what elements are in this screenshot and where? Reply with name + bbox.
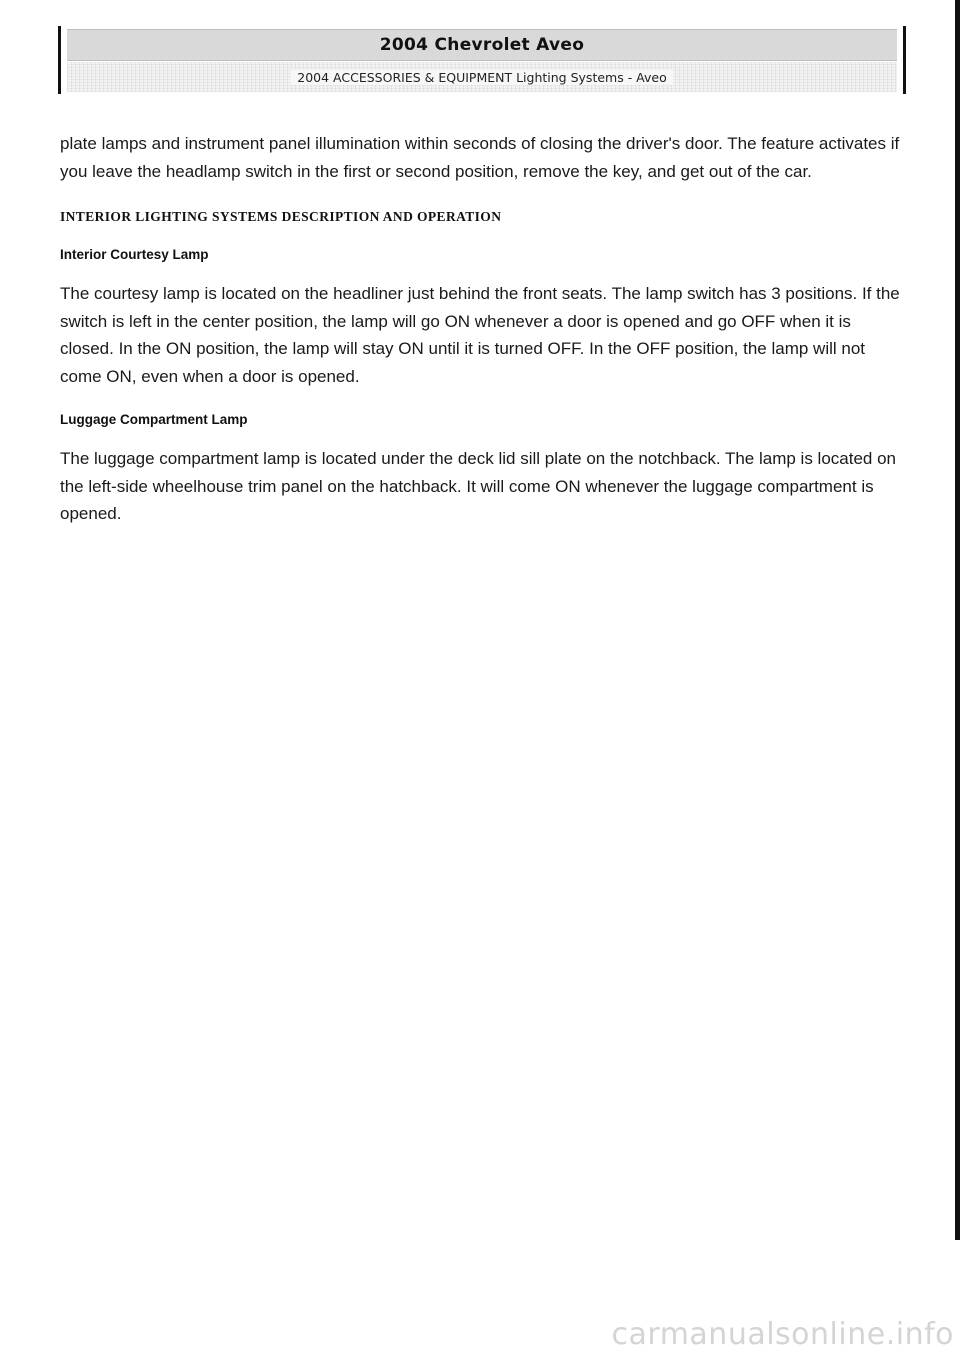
page-edge-border [955, 0, 960, 1240]
header-title-bar [67, 29, 897, 61]
document-body [60, 130, 902, 528]
courtesy-lamp-heading: Interior Courtesy Lamp [60, 247, 209, 262]
watermark: carmanualsonline.info [611, 1317, 954, 1352]
document-subtitle: 2004 ACCESSORIES & EQUIPMENT Lighting Systems - Aveo [291, 70, 672, 85]
luggage-lamp-paragraph: The luggage compartment lamp is located under the deck lid sill plate on the notchback. The lamp is located on the left-side wheelhouse trim panel on the hatchback. It will come ON whenever the luggage compartment is opened. [60, 449, 897, 523]
courtesy-lamp-paragraph: The courtesy lamp is located on the headliner just behind the front seats. The lamp switch has 3 positions. If the switch is left in the center position, the lamp will go ON whenever a door is opened and go OFF when it is closed. In the ON position, the lamp will stay ON until it is turned OFF. In the OFF position, the lamp will not come ON, even when a door is opened. [60, 284, 900, 386]
header-subtitle-bar [67, 62, 897, 92]
section-heading: INTERIOR LIGHTING SYSTEMS DESCRIPTION AND OPERATION [60, 209, 502, 224]
intro-paragraph: plate lamps and instrument panel illumination within seconds of closing the driver's door. The feature activates if you leave the headlamp switch in the first or second position, remove the key, and get out of the car. [60, 134, 900, 181]
document-title: 2004 Chevrolet Aveo [379, 35, 585, 55]
luggage-lamp-heading: Luggage Compartment Lamp [60, 412, 248, 427]
document-header [58, 26, 906, 94]
